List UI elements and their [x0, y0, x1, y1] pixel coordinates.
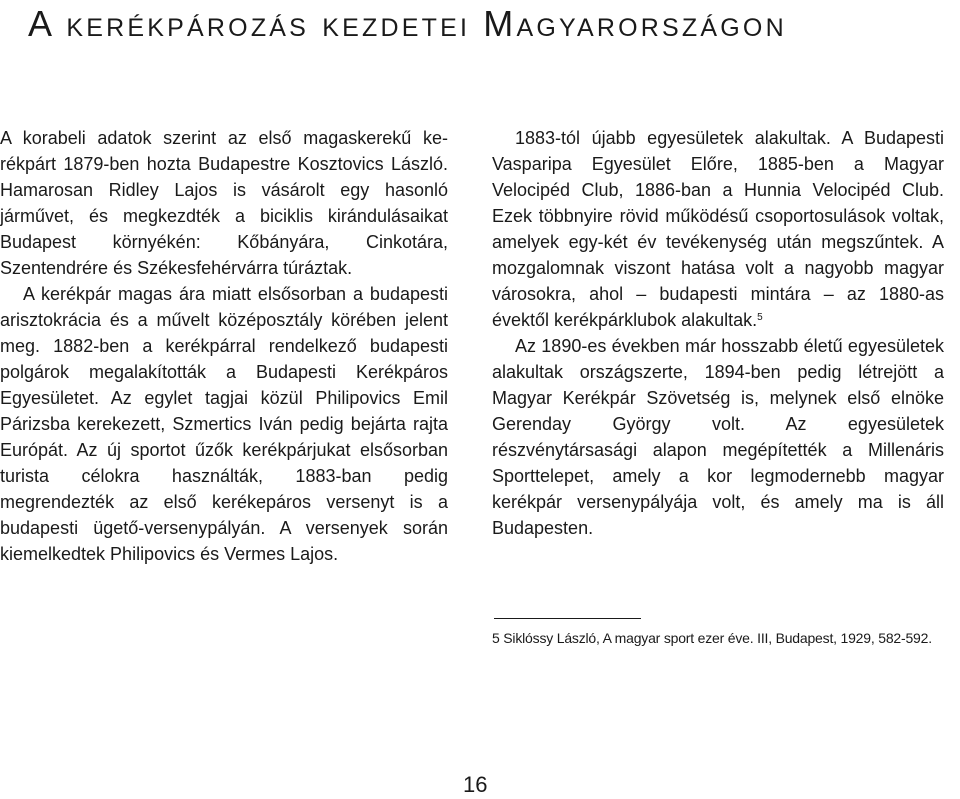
left-column: [0, 125, 448, 567]
paragraph: Az 1890-es években már hosszabb életű egyesületek alakultak országszerte, 1894-ben pedig létrejött a Magyar Kerékpár Szövetség is, melynek első elnöke Gerenday György volt. Az egyesületek részvénytársasági alapon megépítették a Millenáris Sporttelepet, amely a kor legmodernebb magyar kerékpár versenypályája volt, és amely ma is áll Budapesten.: [492, 336, 944, 538]
right-column: [492, 125, 944, 541]
paragraph: A kerékpár magas ára miatt elsősorban a budapesti arisztokrácia és a művelt középosztály körében jelent meg. 1882-ben a kerékpárral rendelkező budapesti polgárok megalakították a Budapesti Kerékpáros Egyesületet. Az egylet tagjai közül Philipovics Emil Párizsba kerekezett, Szmertics Iván pedig bejárta rajta Európát. Az új sportot űzők kerékpárjukat elsősorban turista célokra használták, 1883-ban pedig megrendezték az első kerékepáros versenyt is a budapesti ügető-versenypályán. A versenyek során kiemelkedtek Philipovics és Vermes Lajos.: [0, 284, 448, 564]
footnote: [492, 628, 952, 648]
footnote-text: Siklóssy László, A magyar sport ezer éve. III, Budapest, 1929, 582-592.: [503, 630, 932, 646]
paragraph: [492, 125, 944, 333]
page-title: A kerékpározás kezdetei Magyarországon: [28, 3, 787, 44]
page-number: 16: [463, 772, 488, 797]
footnote-separator: [494, 618, 641, 619]
footnote-number: 5: [492, 630, 500, 646]
paragraph-text: 1883-tól újabb egyesületek alakultak. A Budapesti Vasparipa Egyesület Előre, 1885-ben a Magyar Velocipéd Club, 1886-ban a Hunnia Velocipéd Club. Ezek többnyire rövid működésű csoportosulások voltak, amelyek egy-két év tevékenység után megszűntek. A mozgalomnak viszont hatása volt a nagyobb magyar városokra, ahol – budapesti mintára – az 1880-as évektől kerékpárklubok alakultak.: [492, 128, 944, 330]
footnote-reference: 5: [757, 312, 763, 323]
paragraph: A korabeli adatok szerint az első magaskerekű kerékpárt 1879-ben hozta Budapestre Kosztovics László. Hamarosan Ridley Lajos is vásárolt egy hasonló járművet, és megkezdték a biciklis kirándulásaikat Budapest környékén: Kőbányára, Cinkotára, Szentendrére és Székesfehérvárra túráztak.: [0, 128, 448, 278]
